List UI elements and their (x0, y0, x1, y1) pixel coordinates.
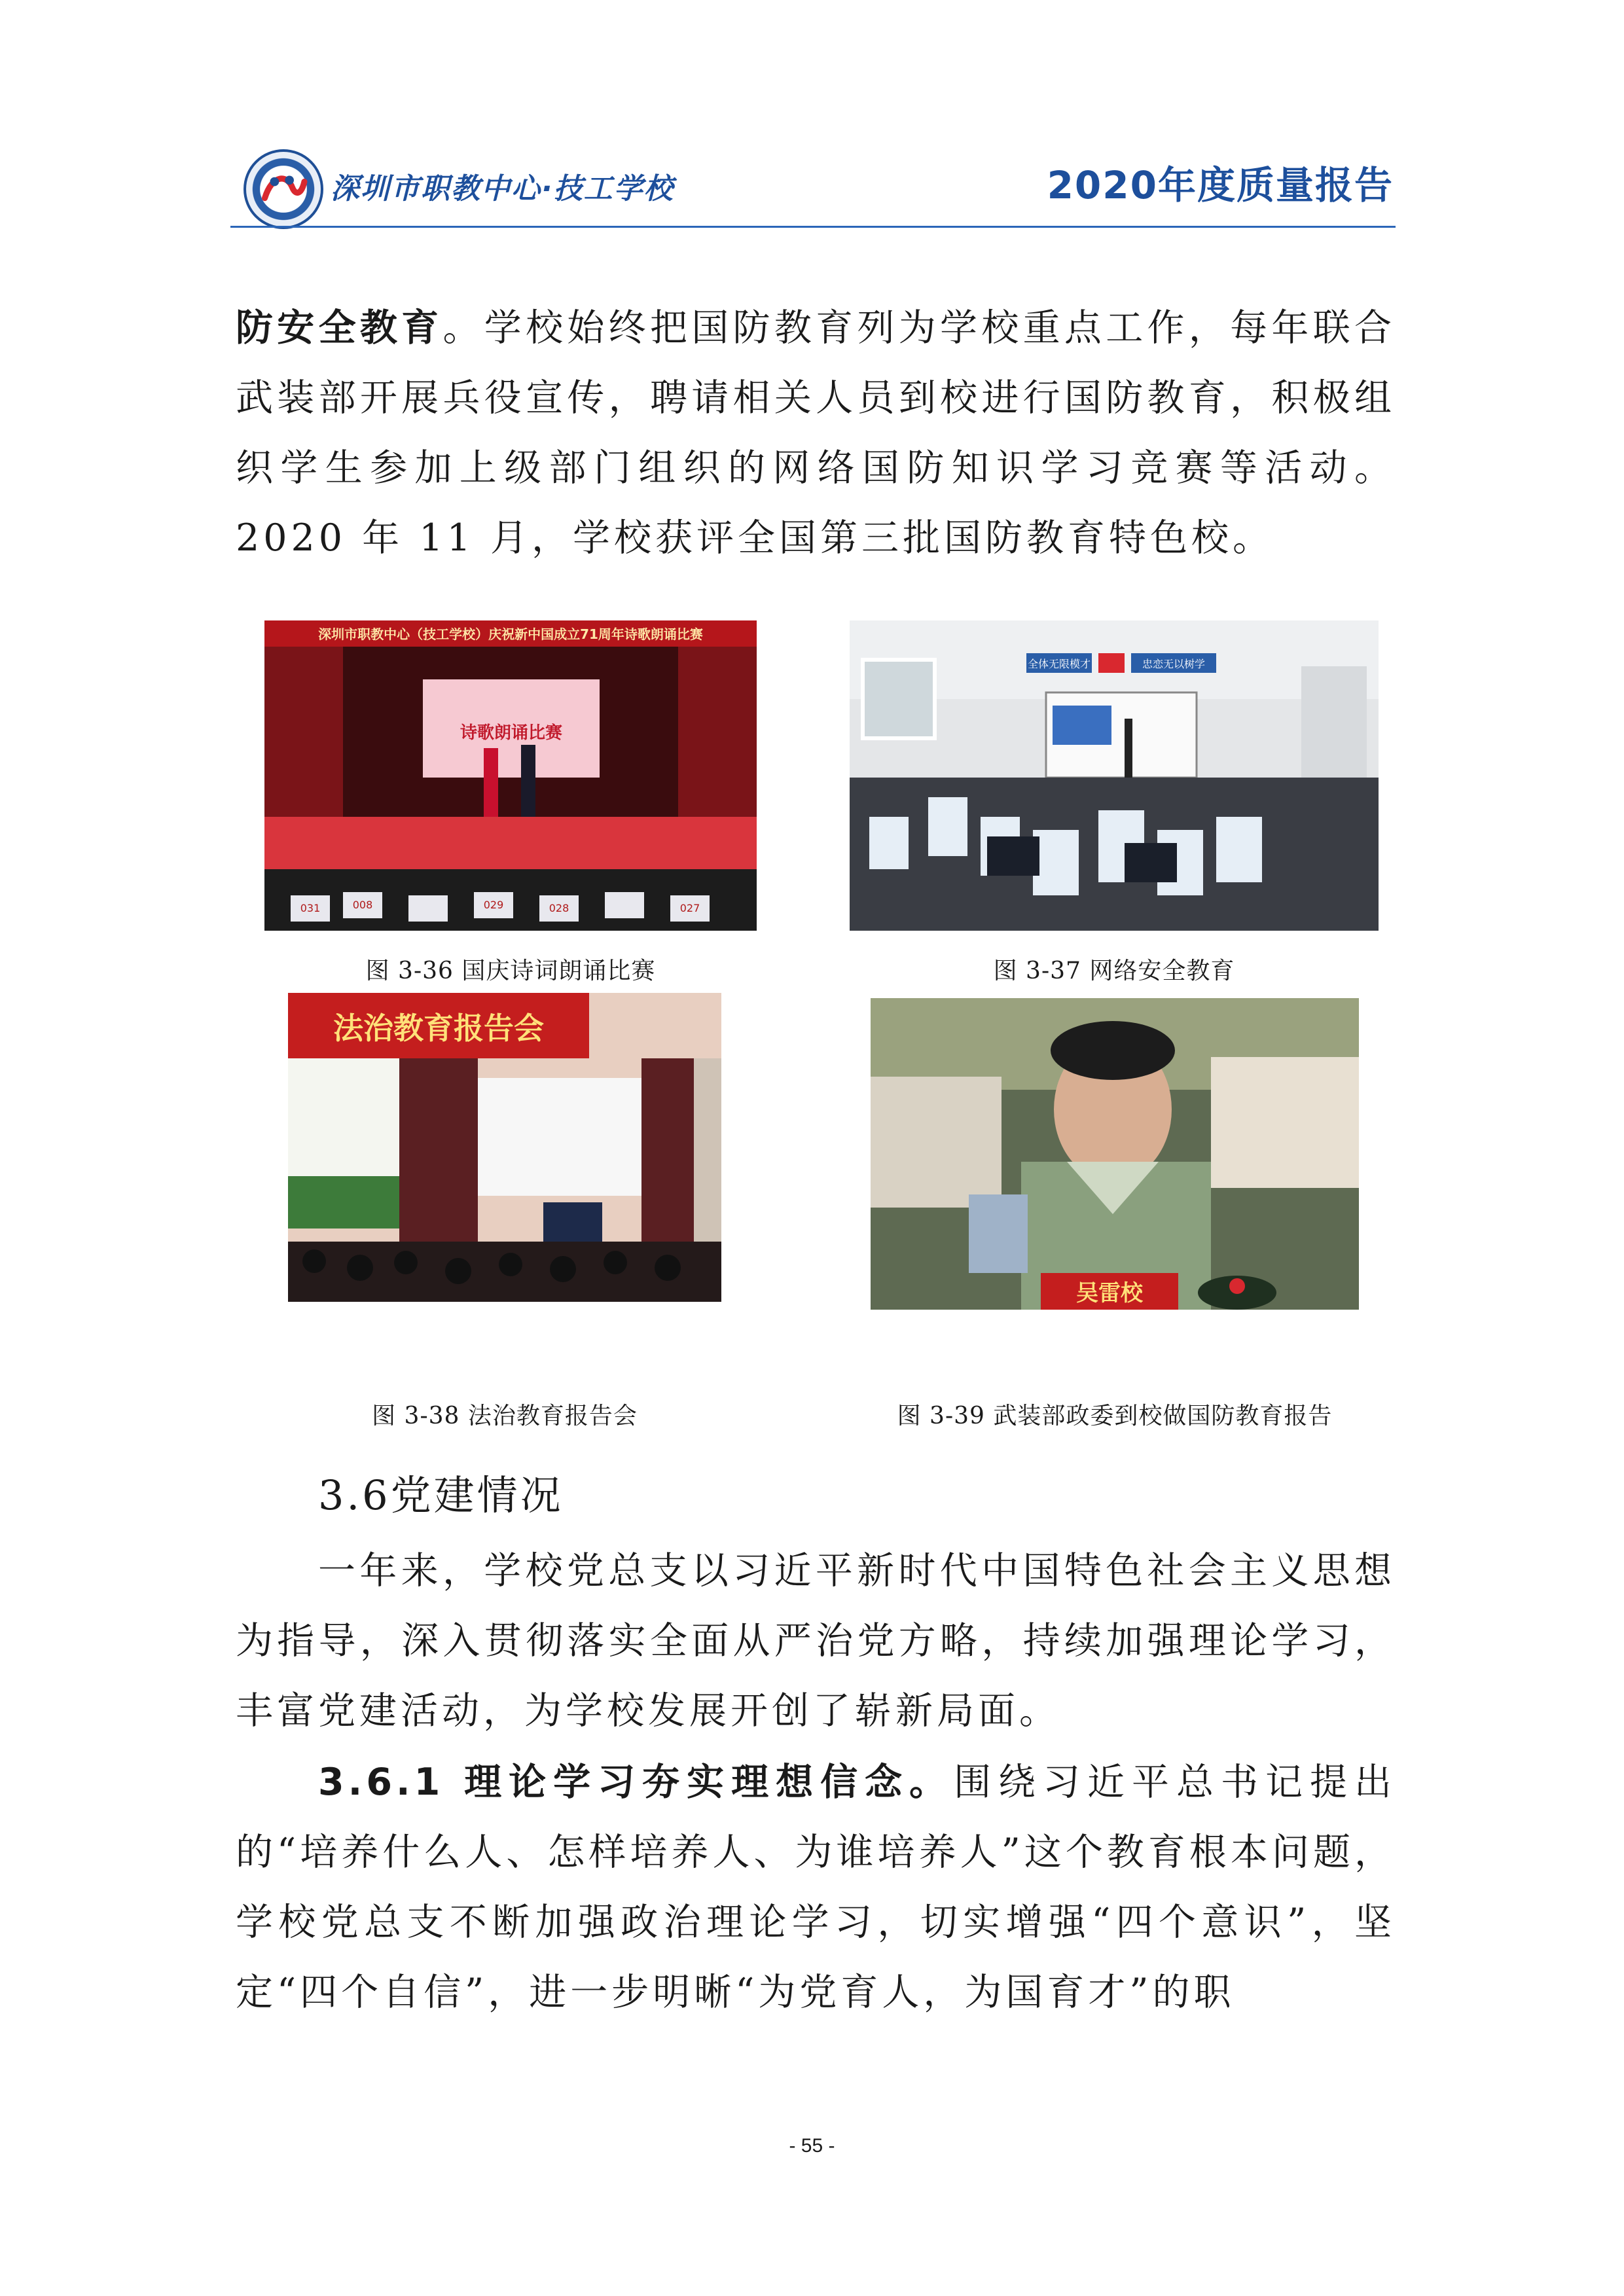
school-logo (244, 149, 323, 229)
photo-poetry-recital (264, 620, 757, 931)
intro-paragraph (236, 293, 1396, 573)
subsection-text: 围绕习近平总书记提出的“培养什么人、怎样培养人、为谁培养人”这个教育根本问题，学校党总支不断加强政治理论学习，切实增强“四个意识”，坚定“四个自信”，进一步明晰“为党育人，为国育才”的职 (236, 1761, 1396, 2014)
section-paragraph (236, 1536, 1396, 1746)
seat-label-2: 029 (483, 899, 504, 911)
subsection-paragraph (236, 1748, 1396, 2028)
section-heading (318, 1463, 564, 1521)
photo-3-banner: 法治教育报告会 (333, 1011, 544, 1046)
figure-caption: 图 3-37 网络安全教育 (993, 958, 1235, 984)
seat-label-4: 027 (679, 902, 700, 914)
seat-label-5: 008 (352, 899, 373, 911)
figure-caption: 图 3-39 武装部政委到校做国防教育报告 (897, 1403, 1333, 1429)
report-title: 2020年度质量报告 (1047, 163, 1394, 207)
photo-law-education (288, 993, 721, 1302)
figure-caption: 图 3-36 国庆诗词朗诵比赛 (365, 958, 656, 984)
seat-label-3: 028 (549, 902, 569, 914)
section-title: 党建情况 (390, 1471, 564, 1519)
intro-text: 。学校始终把国防教育列为学校重点工作，每年联合武装部开展兵役宣传，聘请相关人员到校进行国防教育，积极组织学生参加上级部门组织的网络国防知识学习竞赛等活动。2020 年 11 月，学校获评全国第三批国防教育特色校。 (236, 306, 1396, 560)
header-divider (230, 226, 1396, 228)
photo-1-banner: 深圳市职教中心（技工学校）庆祝新中国成立71周年诗歌朗诵比赛 (318, 626, 703, 642)
figure-caption: 图 3-38 法治教育报告会 (372, 1403, 638, 1429)
photo-2-slogan-1: 全体无限模才 (1027, 658, 1091, 670)
school-name: 深圳市职教中心·技工学校 (331, 172, 674, 206)
subsection-title: 3.6.1 理论学习夯实理想信念。 (318, 1761, 954, 1804)
page-number: - 55 - (789, 2135, 835, 2157)
section-number: 3.6 (318, 1471, 391, 1519)
photo-4-nameplate: 吴雷校 (1076, 1280, 1143, 1306)
intro-bold: 防安全教育 (236, 306, 443, 350)
seat-label-1: 031 (300, 902, 321, 914)
photo-defense-report (871, 998, 1359, 1310)
photo-2-slogan-2: 忠恋无以树学 (1142, 658, 1206, 670)
photo-network-safety (850, 620, 1379, 931)
photo-1-screen-text: 诗歌朗诵比赛 (460, 723, 563, 743)
section-paragraph-text: 一年来，学校党总支以习近平新时代中国特色社会主义思想为指导，深入贯彻落实全面从严治党方略，持续加强理论学习，丰富党建活动，为学校发展开创了崭新局面。 (236, 1549, 1396, 1732)
